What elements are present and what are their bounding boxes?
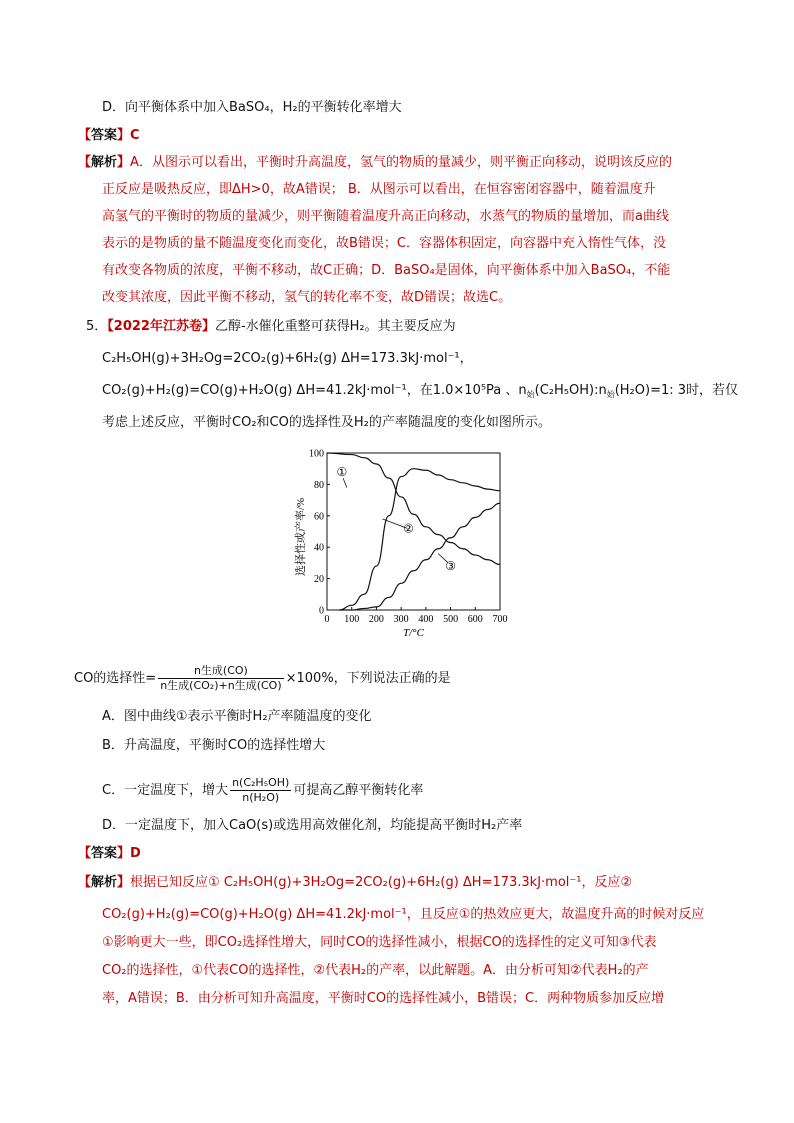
x-tick-label: 200 bbox=[368, 614, 384, 625]
x-tick-label: 600 bbox=[467, 614, 483, 625]
y-tick-label: 40 bbox=[314, 542, 324, 554]
ratio-fraction: $\frac{\text{n(C₂H₅OH)}}{\text{n(H₂O)}}$ bbox=[232, 776, 290, 804]
y-tick-label: 60 bbox=[314, 511, 324, 523]
analysis2-line-1: 【解析】根据已知反应① C₂H₅OH(g)+3H₂Og=2CO₂(g)+6H₂(g) ΔH=173.3kJ·mol⁻¹，反应② bbox=[78, 875, 633, 890]
option-d-prev: D．向平衡体系中加入BaSO₄，H₂的平衡转化率增大 bbox=[102, 100, 402, 115]
option-b: B．升高温度，平衡时CO的选择性增大 bbox=[102, 738, 326, 753]
co-selectivity-def: CO的选择性= $\frac{\text{n生成(CO)}}{\text{n生成(CO₂)+n生成(CO)}}$ ×100%，下列说法正确的是 bbox=[74, 664, 451, 692]
x-tick-label: 700 bbox=[492, 614, 508, 625]
y-tick-label: 100 bbox=[309, 448, 324, 460]
analysis-line-3: 高氢气的平衡时的物质的量减少，则平衡随着温度升高正向移动，水蒸气的物质的量增加，而a曲线 bbox=[102, 209, 669, 224]
x-tick-label: 400 bbox=[418, 614, 434, 625]
equation-1: C₂H₅OH(g)+3H₂Og=2CO₂(g)+6H₂(g) ΔH=173.3kJ·mol⁻¹， bbox=[102, 351, 473, 366]
analysis-line-5: 有改变各物质的浓度，平衡不移动，故C正确；D．BaSO₄是固体，向平衡体系中加入BaSO₄，不能 bbox=[102, 263, 671, 278]
selectivity-fraction: $\frac{\text{n生成(CO)}}{\text{n生成(CO₂)+n生成(CO)}}$ bbox=[160, 664, 282, 692]
series-line-2 bbox=[339, 469, 500, 610]
analysis2-line-3: ①影响更大一些，即CO₂选择性增大，同时CO的选择性减小，根据CO的选择性的定义可知③代表 bbox=[102, 935, 657, 950]
y-tick-label: 0 bbox=[319, 605, 324, 617]
equation-2: CO₂(g)+H₂(g)=CO(g)+H₂O(g) ΔH=41.2kJ·mol⁻¹，在1.0×10⁵Pa 、$n_始(C_2H_5OH):n_始(H_2O)=1$: 3时，若仅 bbox=[102, 383, 739, 399]
curve-label-2: ② bbox=[403, 521, 414, 536]
answer-label: 【答案】C bbox=[78, 128, 140, 143]
answer-value: C bbox=[130, 128, 140, 143]
curve-label-3: ③ bbox=[445, 559, 456, 574]
analysis-line-2: 正反应是吸热反应，即ΔH>0，故A错误； B．从图示可以看出，在恒容密闭容器中，随着温度升 bbox=[102, 182, 656, 197]
option-a: A．图中曲线①表示平衡时H₂产率随温度的变化 bbox=[102, 709, 372, 724]
option-c: C．一定温度下，增大 $\frac{\text{n(C₂H₅OH)}}{\text{n(H₂O)}}$ 可提高乙醇平衡转化率 bbox=[102, 776, 424, 804]
analysis-line-6: 改变其浓度，因此平衡不移动，氢气的转化率不变，故D错误；故选C。 bbox=[102, 290, 512, 305]
x-tick-label: 100 bbox=[344, 614, 360, 625]
answer-value-2: D bbox=[130, 846, 141, 861]
question-5-desc: 考虑上述反应，平衡时CO₂和CO的选择性及H₂的产率随温度的变化如图所示。 bbox=[102, 415, 551, 430]
analysis2-line-2: CO₂(g)+H₂(g)=CO(g)+H₂O(g) ΔH=41.2kJ·mol⁻¹，且反应①的热效应更大，故温度升高的时候对反应 bbox=[102, 907, 705, 922]
y-tick-label: 20 bbox=[314, 574, 324, 586]
x-tick-label: 500 bbox=[443, 614, 459, 625]
series-line-1 bbox=[327, 453, 500, 564]
answer-label-2: 【答案】D bbox=[78, 846, 141, 861]
option-d: D．一定温度下，加入CaO(s)或选用高效催化剂，均能提高平衡时H₂产率 bbox=[102, 818, 523, 833]
y-axis-label: 选择性或产率/% bbox=[295, 497, 307, 576]
x-tick-label: 300 bbox=[393, 614, 409, 625]
analysis2-line-4: CO₂的选择性，①代表CO的选择性，②代表H₂的产率，以此解题。A．由分析可知②代表H₂的产 bbox=[102, 963, 649, 978]
y-tick-label: 80 bbox=[314, 479, 324, 491]
x-axis-label: T/°C bbox=[403, 627, 424, 639]
selectivity-chart bbox=[295, 440, 540, 640]
analysis-line-1: 【解析】A．从图示可以看出，平衡时升高温度，氢气的物质的量减少，则平衡正向移动，说明该反应的 bbox=[78, 155, 672, 170]
question-5-stem: 5．【2022年江苏卷】乙醇-水催化重整可获得H₂。其主要反应为 bbox=[86, 319, 456, 334]
analysis2-line-5: 率，A错误；B．由分析可知升高温度，平衡时CO的选择性减小，B错误；C．两种物质参加反应增 bbox=[102, 991, 665, 1006]
x-tick-label: 0 bbox=[324, 614, 330, 625]
analysis-line-4: 表示的是物质的量不随温度变化而变化，故B错误；C．容器体积固定，向容器中充入惰性气体，没 bbox=[102, 236, 666, 251]
curve-label-1: ① bbox=[336, 464, 348, 479]
curve-label-leader-1 bbox=[343, 478, 347, 487]
